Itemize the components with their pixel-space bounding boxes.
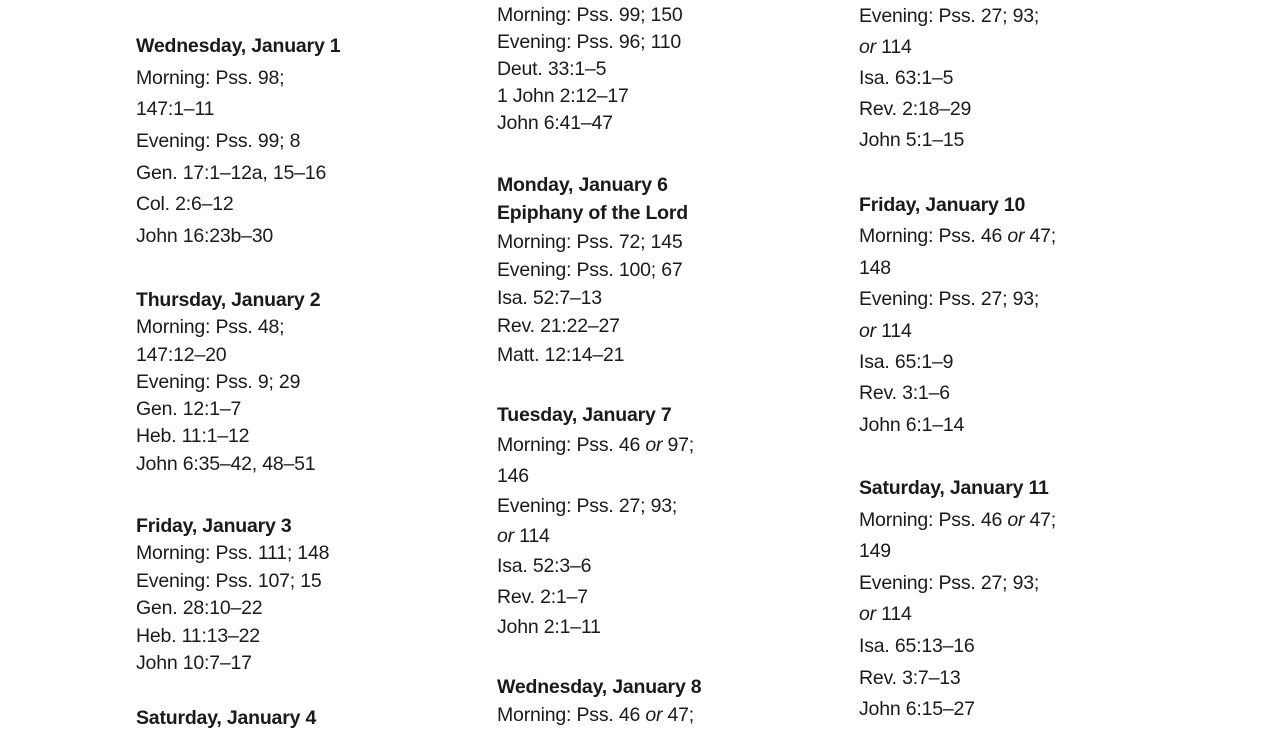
alternative-or: or xyxy=(645,434,663,457)
alternative-or: or xyxy=(859,319,876,342)
reading-line: Isa. 52:7–13 xyxy=(497,287,602,310)
reading-line: Isa. 52:3–6 xyxy=(497,555,592,578)
day-entry xyxy=(136,287,320,478)
reading-line xyxy=(859,505,1056,537)
reading-text: Morning: Pss. 46 xyxy=(497,434,646,457)
reading-line: 147:1–11 xyxy=(136,98,215,121)
day-heading: Wednesday, January 1 xyxy=(136,35,341,57)
reading-text: 114 xyxy=(513,525,550,548)
reading-line: Matt. 12:14–21 xyxy=(497,343,625,366)
reading-line: Isa. 63:1–5 xyxy=(859,67,954,89)
reading-line xyxy=(859,32,1039,63)
reading-line: Heb. 11:1–12 xyxy=(136,425,250,448)
reading-text: 114 xyxy=(875,603,912,626)
day-entry xyxy=(136,513,329,677)
day-heading: Tuesday, January 7 xyxy=(497,404,672,426)
reading-line xyxy=(859,316,1056,347)
reading-line: Heb. 11:13–22 xyxy=(136,624,260,647)
reading-line: Evening: Pss. 9; 29 xyxy=(136,370,301,393)
alternative-or: or xyxy=(859,603,876,626)
reading-line: Rev. 2:1–7 xyxy=(497,585,588,608)
reading-text: Morning: Pss. 46 xyxy=(497,704,646,726)
reading-line xyxy=(859,221,1056,252)
reading-line: 147:12–20 xyxy=(136,343,227,366)
reading-line: John 5:1–15 xyxy=(859,129,965,151)
reading-text: 97; xyxy=(662,434,695,457)
alternative-or: or xyxy=(1007,225,1025,248)
day-entry xyxy=(497,2,683,137)
reading-text: Morning: Pss. 46 xyxy=(859,225,1008,248)
reading-line xyxy=(497,430,694,460)
alternative-or: or xyxy=(645,704,663,726)
reading-line: Morning: Pss. 111; 148 xyxy=(136,542,330,565)
reading-text: 114 xyxy=(875,319,912,342)
reading-line: Evening: Pss. 107; 15 xyxy=(136,569,322,592)
day-entry xyxy=(859,1,1039,156)
reading-line: 149 xyxy=(859,540,891,563)
feast-heading: Epiphany of the Lord xyxy=(497,202,688,225)
reading-text: 47; xyxy=(1024,225,1057,248)
reading-line: Evening: Pss. 96; 110 xyxy=(497,31,682,53)
reading-line: John 2:1–11 xyxy=(497,616,601,639)
alternative-or: or xyxy=(497,525,514,548)
day-entry xyxy=(859,473,1056,726)
reading-line: Morning: Pss. 98; xyxy=(136,66,285,89)
reading-line: Evening: Pss. 27; 93; xyxy=(497,494,678,517)
reading-line: 1 John 2:12–17 xyxy=(497,85,629,107)
reading-line xyxy=(859,599,1056,631)
reading-line: Evening: Pss. 27; 93; xyxy=(859,288,1040,311)
reading-line xyxy=(497,521,694,551)
reading-line: Gen. 12:1–7 xyxy=(136,398,242,421)
day-entry xyxy=(136,31,340,253)
reading-line: Morning: Pss. 48; xyxy=(136,316,285,339)
reading-line: Morning: Pss. 72; 145 xyxy=(497,230,683,253)
reading-line: Evening: Pss. 100; 67 xyxy=(497,258,683,281)
reading-line: 146 xyxy=(497,464,529,487)
day-heading: Saturday, January 4 xyxy=(136,707,317,729)
reading-line: Deut. 33:1–5 xyxy=(497,58,607,80)
reading-text: 114 xyxy=(875,36,912,58)
reading-line: Evening: Pss. 99; 8 xyxy=(136,130,301,153)
day-entry xyxy=(497,171,688,369)
day-entry xyxy=(136,704,316,732)
reading-line: John 6:15–27 xyxy=(859,698,975,721)
alternative-or: or xyxy=(1007,508,1025,531)
reading-line: Rev. 3:7–13 xyxy=(859,666,961,689)
day-entry xyxy=(859,190,1056,441)
reading-line: Gen. 28:10–22 xyxy=(136,597,263,620)
reading-line: Rev. 21:22–27 xyxy=(497,315,620,338)
reading-line: Evening: Pss. 27; 93; xyxy=(859,5,1040,27)
reading-text: Morning: Pss. 46 xyxy=(859,508,1008,531)
reading-line: John 6:1–14 xyxy=(859,413,965,436)
day-heading: Thursday, January 2 xyxy=(136,289,321,311)
day-heading: Monday, January 6 xyxy=(497,174,668,196)
reading-text: 47; xyxy=(1024,508,1057,531)
day-entry xyxy=(497,673,701,729)
day-heading: Friday, January 3 xyxy=(136,515,292,537)
day-heading: Friday, January 10 xyxy=(859,194,1026,216)
alternative-or: or xyxy=(859,36,876,58)
reading-line: Col. 2:6–12 xyxy=(136,193,234,216)
reading-line: Isa. 65:13–16 xyxy=(859,634,975,657)
day-heading: Wednesday, January 8 xyxy=(497,676,702,698)
day-entry xyxy=(497,400,694,642)
reading-line: Morning: Pss. 99; 150 xyxy=(497,4,683,26)
reading-text: 47; xyxy=(662,704,695,726)
reading-line: John 6:41–47 xyxy=(497,112,613,134)
reading-line: John 6:35–42, 48–51 xyxy=(136,452,316,475)
reading-line: 148 xyxy=(859,256,891,279)
reading-line xyxy=(497,701,701,729)
reading-line: Gen. 17:1–12a, 15–16 xyxy=(136,161,327,184)
reading-line: Rev. 2:18–29 xyxy=(859,98,972,120)
reading-line: John 16:23b–30 xyxy=(136,225,274,248)
reading-line: John 10:7–17 xyxy=(136,651,252,674)
reading-line: Rev. 3:1–6 xyxy=(859,382,950,405)
reading-line: Evening: Pss. 27; 93; xyxy=(859,571,1040,594)
reading-line: Isa. 65:1–9 xyxy=(859,350,954,373)
day-heading: Saturday, January 11 xyxy=(859,477,1049,499)
